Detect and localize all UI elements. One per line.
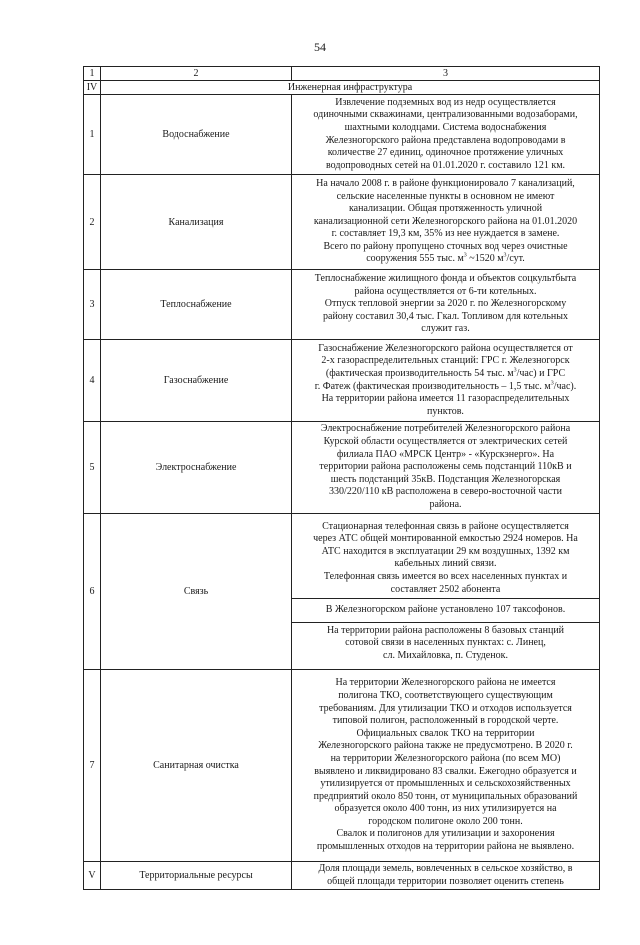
description-line: сотовой связи в населенных пунктах: с. Линец, [345, 637, 546, 649]
description-line: Стационарная телефонная связь в районе осуществляется [322, 520, 569, 532]
description-line: территории района расположены семь подстанций 110кВ и [319, 461, 572, 473]
description-line: водопроводных сетей на 01.01.2020 г. составило 121 км. [325, 159, 566, 171]
description-line: требованиям. Для утилизации ТКО и отходов используется [319, 702, 572, 714]
description-line: На территории района расположены 8 базовых станций [326, 624, 565, 636]
description-line: кабельных линий связи. [394, 558, 497, 570]
table-row [84, 340, 600, 422]
description-line: 2-х газораспределительных станций: ГРС г. Железногорск [321, 355, 570, 367]
description-line: На начало 2008 г. в районе функционировало 7 канализаций, [316, 177, 575, 189]
description-line: филиала ПАО «МРСК Центр» - «Курскэнерго». На [336, 448, 555, 460]
row-number: 4 [84, 340, 101, 422]
description-line: канализации. Общая протяженность уличной [348, 203, 543, 215]
description-line: В Железногорском районе установлено 107 таксофонов. [325, 604, 566, 616]
description-line: шесть подстанций 35кВ. Подстанция Железногорская [330, 473, 561, 485]
row-description [292, 95, 600, 175]
page-number: 54 [314, 40, 326, 54]
description-line: выявлено и ликвидировано 83 свалки. Ежегодно образуется и [314, 765, 577, 777]
description-line: Телефонная связь имеется во всех населенных пунктах и [323, 570, 568, 582]
description-line: Железногорского района представлена водопроводами в [325, 134, 566, 146]
description-line: канализационной сети Железногорского района на 01.01.2020 [313, 215, 578, 227]
description-line: количестве 27 единиц, одиночное протяжение уличных [327, 147, 564, 159]
table-row [84, 95, 600, 175]
table-row [84, 422, 600, 514]
section-v-number: V [84, 862, 101, 890]
table-row [84, 670, 600, 862]
description-line: района. [429, 498, 462, 510]
column-header-1: 1 [84, 67, 101, 81]
section-iv-title: Инженерная инфраструктура [101, 81, 600, 95]
row-description [292, 175, 600, 270]
row-name: Санитарная очистка [101, 670, 292, 862]
row-description [292, 270, 600, 340]
infrastructure-table [83, 66, 600, 890]
description-line: на территории Железногорского района (по всем МО) [330, 752, 561, 764]
text-segment: ~1520 м [466, 253, 504, 265]
row-number: 7 [84, 670, 101, 862]
row-description [292, 670, 600, 862]
description-line: предприятий около 850 тонн, от муниципальных образований [313, 790, 578, 802]
column-header-2: 2 [101, 67, 292, 81]
row-number: 2 [84, 175, 101, 270]
row-number: 3 [84, 270, 101, 340]
text-segment: сооружения 555 тыс. м [366, 253, 464, 265]
description-line: На территории района имеется 11 газораспределительных [321, 393, 570, 405]
description-line: Официальных свалок ТКО на территории [356, 727, 535, 739]
description-line: сл. Михайловка, п. Студенок. [383, 649, 508, 661]
superscript: 3 [503, 253, 507, 260]
description-line: На территории Железногорского района не имеется [335, 677, 556, 689]
description-line: составляет 2502 абонента [390, 583, 501, 595]
description-line: шахтными колодцами. Система водоснабжения [344, 121, 547, 133]
row-description [292, 862, 600, 890]
description-line: Доля площади земель, вовлеченных в сельское хозяйство, в [318, 862, 573, 874]
description-line: району составил 30,4 тыс. Гкал. Топливом для котельных [323, 310, 568, 322]
description-line: городском полигоне около 200 тонн. [368, 815, 523, 827]
row-description [292, 340, 600, 422]
superscript: 3 [550, 380, 554, 387]
description-line: 330/220/110 кВ расположена в северо-восточной части [329, 486, 562, 498]
row-name: Электроснабжение [101, 422, 292, 514]
description-line [292, 381, 599, 394]
row-name: Газоснабжение [101, 340, 292, 422]
section-iv-row [84, 81, 600, 95]
description-line: утилизируется от промышленных и сельскохозяйственных [320, 778, 571, 790]
table-row [84, 270, 600, 340]
table-row [84, 175, 600, 270]
superscript: 3 [463, 253, 467, 260]
description-line [292, 368, 599, 381]
description-line: через АТС общей монтированной емкостью 2924 номеров. На [313, 533, 578, 545]
text-segment: /час). [553, 380, 577, 392]
row-number: 6 [84, 514, 101, 670]
text-segment: /сут. [506, 253, 525, 265]
row-name: Связь [101, 514, 292, 670]
description-line: полигона ТКО, соответствующего существующим [338, 689, 553, 701]
communication-block-payphones [292, 598, 599, 622]
communication-block-cellular [292, 622, 599, 665]
description-line: г. составляет 19,3 км, 35% из нее нуждается в замене. [331, 228, 560, 240]
description-line: промышленных отходов на территории района не выявлено. [316, 841, 575, 853]
column-header-3: 3 [292, 67, 600, 81]
section-v-name: Территориальные ресурсы [101, 862, 292, 890]
description-line: Железногорского района также не предусмотрено. В 2020 г. [318, 740, 573, 752]
description-line: Теплоснабжение жилищного фонда и объектов соцкультбыта [314, 273, 577, 285]
table-row [84, 514, 600, 670]
text-segment: /час) и ГРС [516, 367, 566, 379]
text-segment: (фактическая производительность 54 тыс. м [325, 367, 514, 379]
row-number: 5 [84, 422, 101, 514]
row-number: 1 [84, 95, 101, 175]
description-line: образуется около 400 тонн, из них утилизируется на [334, 803, 557, 815]
row-name: Канализация [101, 175, 292, 270]
description-line: Газоснабжение Железногорского района осуществляется от [318, 342, 573, 354]
description-line: Извлечение подземных вод из недр осуществляется [335, 96, 556, 108]
description-line: Всего по району пропущено сточных вод через очистные [323, 240, 568, 252]
description-line: Электроснабжение потребителей Железногорского района [320, 423, 571, 435]
description-line: Отпуск тепловой энергии за 2020 г. по Железногорскому [324, 298, 567, 310]
description-line: одиночными скважинами, централизованными водозаборами, [313, 109, 578, 121]
description-line: общей площади территории позволяет оценить степень [327, 875, 564, 887]
row-description [292, 422, 600, 514]
section-v-row [84, 862, 600, 890]
description-line: типовой полигон, расположенный в городской черте. [332, 715, 559, 727]
section-iv-number: IV [84, 81, 101, 95]
description-line: Свалок и полигонов для утилизации и захоронения [336, 828, 555, 840]
description-line [292, 253, 599, 266]
description-line: Курской области осуществляется от электрических сетей [323, 436, 568, 448]
description-line: района осуществляется от 6-ти котельных. [354, 285, 537, 297]
description-line: сельские населенные пункты в основном не имеют [336, 190, 555, 202]
description-line: служит газ. [421, 323, 470, 335]
row-description [292, 514, 600, 670]
row-name: Теплоснабжение [101, 270, 292, 340]
superscript: 3 [513, 367, 517, 374]
description-line: пунктов. [427, 405, 464, 417]
table-header-row [84, 67, 600, 81]
description-line: АТС находится в эксплуатации 29 км воздушных, 1392 км [321, 545, 570, 557]
row-name: Водоснабжение [101, 95, 292, 175]
communication-block-landline [292, 519, 599, 599]
text-segment: г. Фатеж (фактическая производительность – 1,5 тыс. м [314, 380, 551, 392]
